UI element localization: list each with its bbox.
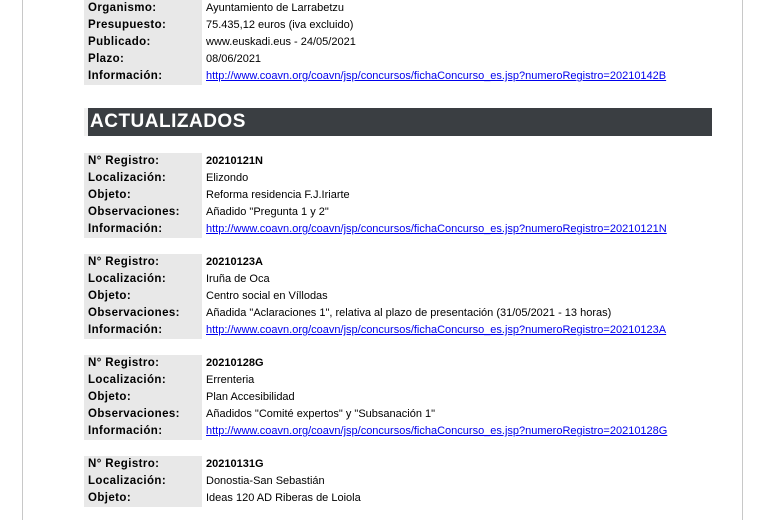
informacion-link[interactable]: http://www.coavn.org/coavn/jsp/concursos/fichaConcurso_es.jsp?numeroRegistro=20210123A <box>206 324 667 336</box>
registro-value: 20210131G <box>206 458 264 470</box>
publicado-label: Publicado: <box>84 34 202 51</box>
organismo-label: Organismo: <box>84 0 202 17</box>
row-publicado <box>84 34 712 51</box>
objeto-label: Objeto: <box>84 389 202 406</box>
tender-entry <box>84 355 712 440</box>
row-registro <box>84 355 712 372</box>
row-localizacion <box>84 473 712 490</box>
localizacion-value: Iruña de Oca <box>206 273 270 285</box>
row-organismo <box>84 0 712 17</box>
row-informacion <box>84 68 712 85</box>
registro-label: N° Registro: <box>84 355 202 372</box>
localizacion-value: Errenteria <box>206 374 255 386</box>
informacion-label: Información: <box>84 423 202 440</box>
registro-value: 20210123A <box>206 256 263 268</box>
tender-entry <box>84 153 712 238</box>
row-observaciones <box>84 305 712 322</box>
objeto-value: Plan Accesibilidad <box>206 391 295 403</box>
objeto-label: Objeto: <box>84 187 202 204</box>
objeto-label: Objeto: <box>84 288 202 305</box>
informacion-label: Información: <box>84 322 202 339</box>
organismo-value: Ayuntamiento de Larrabetzu <box>206 2 344 14</box>
row-objeto <box>84 288 712 305</box>
observaciones-value: Añadida "Aclaraciones 1", relativa al plazo de presentación (31/05/2021 - 13 horas) <box>206 307 612 319</box>
informacion-link[interactable]: http://www.coavn.org/coavn/jsp/concursos/fichaConcurso_es.jsp?numeroRegistro=20210128G <box>206 425 668 437</box>
registro-label: N° Registro: <box>84 456 202 473</box>
presupuesto-label: Presupuesto: <box>84 17 202 34</box>
tender-entry-top <box>84 0 712 85</box>
row-objeto <box>84 490 712 507</box>
row-localizacion <box>84 170 712 187</box>
registro-label: N° Registro: <box>84 254 202 271</box>
row-informacion <box>84 423 712 440</box>
tender-entry <box>84 254 712 339</box>
publicado-value: www.euskadi.eus - 24/05/2021 <box>206 36 356 48</box>
observaciones-label: Observaciones: <box>84 406 202 423</box>
objeto-label: Objeto: <box>84 490 202 507</box>
localizacion-value: Elizondo <box>206 172 249 184</box>
informacion-value <box>202 423 667 440</box>
row-observaciones <box>84 204 712 221</box>
registro-value: 20210128G <box>206 357 264 369</box>
observaciones-label: Observaciones: <box>84 204 202 221</box>
informacion-link[interactable]: http://www.coavn.org/coavn/jsp/concursos/fichaConcurso_es.jsp?numeroRegistro=20210121N <box>206 223 667 235</box>
objeto-value: Ideas 120 AD Riberas de Loiola <box>206 492 361 504</box>
row-plazo <box>84 51 712 68</box>
row-objeto <box>84 187 712 204</box>
tender-entry <box>84 456 712 507</box>
row-informacion <box>84 221 712 238</box>
row-registro <box>84 254 712 271</box>
objeto-value: Centro social en Víllodas <box>206 290 328 302</box>
row-registro <box>84 153 712 170</box>
localizacion-label: Localización: <box>84 473 202 490</box>
localizacion-value: Donostia-San Sebastián <box>206 475 325 487</box>
informacion-label: Información: <box>84 221 202 238</box>
row-observaciones <box>84 406 712 423</box>
section-title: ACTUALIZADOS <box>90 111 246 132</box>
informacion-value <box>202 221 667 238</box>
row-presupuesto <box>84 17 712 34</box>
objeto-value: Reforma residencia F.J.Iriarte <box>206 189 350 201</box>
row-localizacion <box>84 271 712 288</box>
localizacion-label: Localización: <box>84 372 202 389</box>
observaciones-value: Añadidos "Comité expertos" y "Subsanación 1" <box>206 408 436 420</box>
observaciones-label: Observaciones: <box>84 305 202 322</box>
row-localizacion <box>84 372 712 389</box>
informacion-link[interactable]: http://www.coavn.org/coavn/jsp/concursos/fichaConcurso_es.jsp?numeroRegistro=20210142B <box>206 70 667 82</box>
row-objeto <box>84 389 712 406</box>
row-informacion <box>84 322 712 339</box>
registro-value: 20210121N <box>206 155 263 167</box>
row-registro <box>84 456 712 473</box>
localizacion-label: Localización: <box>84 271 202 288</box>
section-header <box>84 108 712 136</box>
informacion-label: Información: <box>84 68 202 85</box>
informacion-value <box>202 322 666 339</box>
registro-label: N° Registro: <box>84 153 202 170</box>
localizacion-label: Localización: <box>84 170 202 187</box>
plazo-label: Plazo: <box>84 51 202 68</box>
observaciones-value: Añadido "Pregunta 1 y 2" <box>206 206 329 218</box>
presupuesto-value: 75.435,12 euros (iva excluido) <box>206 19 354 31</box>
plazo-value: 08/06/2021 <box>206 53 262 65</box>
informacion-value <box>202 68 666 85</box>
